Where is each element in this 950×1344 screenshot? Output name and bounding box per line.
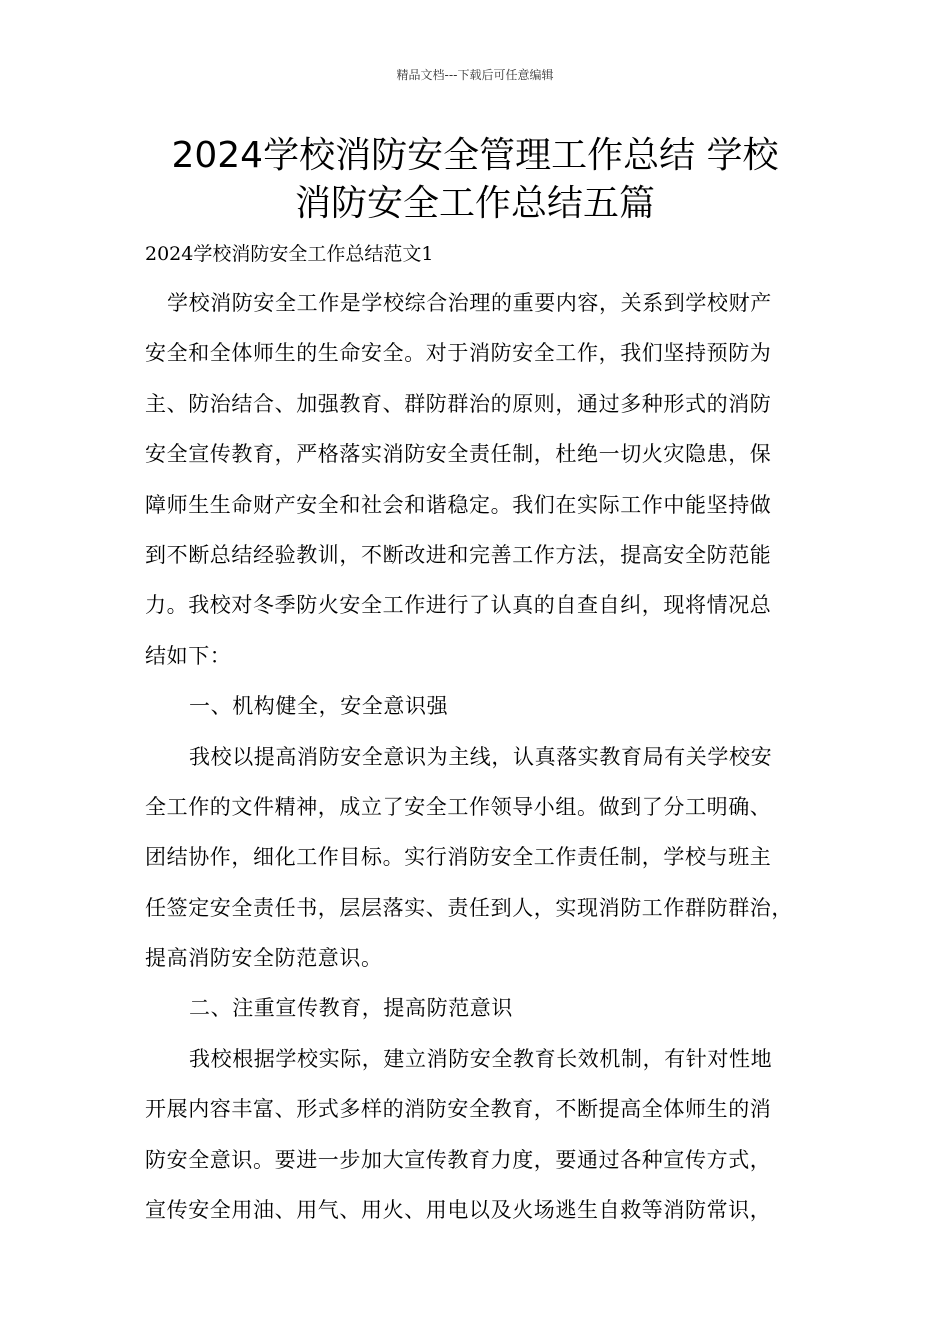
section-heading: 一、机构健全，安全意识强	[189, 694, 449, 719]
paragraph-line: 力。我校对冬季防火安全工作进行了认真的自查自纠，现将情况总	[145, 593, 772, 618]
paragraph-line: 障师生生命财产安全和社会和谐稳定。我们在实际工作中能坚持做	[145, 492, 772, 517]
paragraph-line: 主、防治结合、加强教育、群防群治的原则，通过多种形式的消防	[145, 391, 772, 416]
title-line-1: 2024学校消防安全管理工作总结 学校	[171, 135, 779, 176]
paragraph-line: 开展内容丰富、形式多样的消防安全教育，不断提高全体师生的消	[145, 1097, 772, 1122]
paragraph-line: 团结协作，细化工作目标。实行消防安全工作责任制，学校与班主	[145, 845, 772, 870]
document-title	[120, 132, 830, 228]
header-note: 精品文档---下载后可任意编辑	[396, 68, 554, 82]
paragraph-line: 我校根据学校实际，建立消防安全教育长效机制，有针对性地	[189, 1046, 773, 1071]
paragraph-line: 任签定安全责任书，层层落实、责任到人，实现消防工作群防群治，	[145, 895, 793, 920]
paragraph-line: 宣传安全用油、用气、用火、用电以及火场逃生自救等消防常识，	[145, 1198, 772, 1223]
section-subtitle: 2024学校消防安全工作总结范文1	[145, 243, 434, 265]
section-heading: 二、注重宣传教育，提高防范意识	[189, 996, 513, 1021]
body-text	[145, 278, 825, 1235]
paragraph-line: 我校以提高消防安全意识为主线，认真落实教育局有关学校安	[189, 744, 773, 769]
paragraph-line: 到不断总结经验教训，不断改进和完善工作方法，提高安全防范能	[145, 542, 772, 567]
title-line-2: 消防安全工作总结五篇	[294, 183, 655, 224]
paragraph-line: 学校消防安全工作是学校综合治理的重要内容，关系到学校财产	[167, 291, 772, 315]
paragraph-line: 安全宣传教育，严格落实消防安全责任制，杜绝一切火灾隐患，保	[145, 442, 772, 467]
paragraph-line: 全工作的文件精神，成立了安全工作领导小组。做到了分工明确、	[145, 794, 772, 819]
paragraph-line: 结如下：	[145, 643, 232, 668]
paragraph-line: 防安全意识。要进一步加大宣传教育力度，要通过各种宣传方式，	[145, 1147, 772, 1172]
paragraph-line: 安全和全体师生的生命安全。对于消防安全工作，我们坚持预防为	[145, 341, 772, 366]
paragraph-line: 提高消防安全防范意识。	[145, 946, 383, 971]
